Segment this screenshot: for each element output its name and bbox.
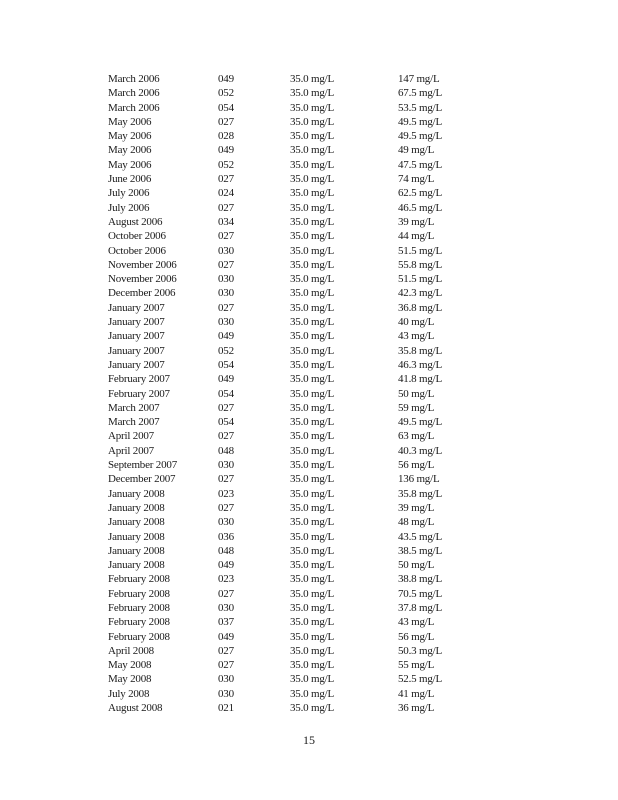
limit-cell: 35.0 mg/L — [290, 144, 335, 157]
outfall-cell: 054 — [218, 358, 234, 371]
outfall-cell: 049 — [218, 330, 234, 343]
limit-cell: 35.0 mg/L — [290, 201, 335, 214]
table-row — [108, 615, 468, 629]
limit-cell: 35.0 mg/L — [290, 544, 335, 557]
limit-cell: 35.0 mg/L — [290, 244, 335, 257]
table-row — [108, 329, 468, 343]
table-row — [108, 630, 468, 644]
date-cell: July 2008 — [108, 687, 150, 700]
limit-cell: 35.0 mg/L — [290, 487, 335, 500]
date-cell: October 2006 — [108, 244, 166, 257]
limit-cell: 35.0 mg/L — [290, 358, 335, 371]
limit-cell: 35.0 mg/L — [290, 187, 335, 200]
date-cell: March 2007 — [108, 401, 160, 414]
limit-cell: 35.0 mg/L — [290, 273, 335, 286]
date-cell: March 2006 — [108, 87, 160, 100]
result-cell: 39 mg/L — [398, 501, 435, 514]
date-cell: February 2007 — [108, 387, 170, 400]
result-cell: 49.5 mg/L — [398, 130, 443, 143]
outfall-cell: 027 — [218, 201, 234, 214]
limit-cell: 35.0 mg/L — [290, 702, 335, 715]
date-cell: November 2006 — [108, 258, 177, 271]
result-cell: 63 mg/L — [398, 430, 435, 443]
date-cell: February 2008 — [108, 630, 170, 643]
table-row — [108, 530, 468, 544]
table-row — [108, 258, 468, 272]
limit-cell: 35.0 mg/L — [290, 387, 335, 400]
outfall-cell: 030 — [218, 287, 234, 300]
date-cell: October 2006 — [108, 230, 166, 243]
outfall-cell: 027 — [218, 301, 234, 314]
table-row — [108, 358, 468, 372]
date-cell: February 2008 — [108, 616, 170, 629]
result-cell: 50 mg/L — [398, 387, 435, 400]
result-cell: 38.8 mg/L — [398, 573, 443, 586]
table-row — [108, 158, 468, 172]
result-cell: 67.5 mg/L — [398, 87, 443, 100]
limit-cell: 35.0 mg/L — [290, 673, 335, 686]
limit-cell: 35.0 mg/L — [290, 616, 335, 629]
limit-cell: 35.0 mg/L — [290, 301, 335, 314]
outfall-cell: 030 — [218, 516, 234, 529]
limit-cell: 35.0 mg/L — [290, 530, 335, 543]
outfall-cell: 052 — [218, 158, 234, 171]
result-cell: 51.5 mg/L — [398, 244, 443, 257]
outfall-cell: 052 — [218, 344, 234, 357]
table-row — [108, 72, 468, 86]
result-cell: 36.8 mg/L — [398, 301, 443, 314]
result-cell: 55 mg/L — [398, 659, 435, 672]
result-cell: 56 mg/L — [398, 630, 435, 643]
outfall-cell: 027 — [218, 401, 234, 414]
outfall-cell: 027 — [218, 430, 234, 443]
limit-cell: 35.0 mg/L — [290, 130, 335, 143]
date-cell: February 2008 — [108, 601, 170, 614]
result-cell: 55.8 mg/L — [398, 258, 443, 271]
date-cell: August 2006 — [108, 215, 163, 228]
table-row — [108, 558, 468, 572]
date-cell: August 2008 — [108, 702, 163, 715]
table-row — [108, 186, 468, 200]
table-row — [108, 644, 468, 658]
outfall-cell: 030 — [218, 273, 234, 286]
table-row — [108, 143, 468, 157]
table-row — [108, 115, 468, 129]
table-row — [108, 201, 468, 215]
limit-cell: 35.0 mg/L — [290, 258, 335, 271]
result-cell: 50 mg/L — [398, 559, 435, 572]
outfall-cell: 030 — [218, 673, 234, 686]
outfall-cell: 027 — [218, 173, 234, 186]
date-cell: May 2006 — [108, 158, 152, 171]
date-cell: April 2007 — [108, 444, 154, 457]
table-row — [108, 286, 468, 300]
table-row — [108, 572, 468, 586]
result-cell: 48 mg/L — [398, 516, 435, 529]
limit-cell: 35.0 mg/L — [290, 344, 335, 357]
date-cell: May 2006 — [108, 144, 152, 157]
result-cell: 43.5 mg/L — [398, 530, 443, 543]
table-row — [108, 172, 468, 186]
outfall-cell: 052 — [218, 87, 234, 100]
limit-cell: 35.0 mg/L — [290, 416, 335, 429]
result-cell: 50.3 mg/L — [398, 644, 443, 657]
outfall-cell: 027 — [218, 587, 234, 600]
result-cell: 38.5 mg/L — [398, 544, 443, 557]
date-cell: February 2008 — [108, 573, 170, 586]
outfall-cell: 027 — [218, 258, 234, 271]
result-cell: 53.5 mg/L — [398, 101, 443, 114]
outfall-cell: 027 — [218, 473, 234, 486]
table-row — [108, 544, 468, 558]
result-cell: 40 mg/L — [398, 316, 435, 329]
table-row — [108, 501, 468, 515]
limit-cell: 35.0 mg/L — [290, 115, 335, 128]
date-cell: May 2008 — [108, 659, 152, 672]
outfall-cell: 023 — [218, 573, 234, 586]
outfall-cell: 024 — [218, 187, 234, 200]
date-cell: January 2007 — [108, 358, 165, 371]
date-cell: September 2007 — [108, 459, 177, 472]
date-cell: May 2008 — [108, 673, 152, 686]
page-number: 15 — [303, 733, 315, 747]
result-cell: 47.5 mg/L — [398, 158, 443, 171]
date-cell: March 2006 — [108, 73, 160, 85]
outfall-cell: 030 — [218, 601, 234, 614]
table-row — [108, 315, 468, 329]
limit-cell: 35.0 mg/L — [290, 687, 335, 700]
outfall-cell: 028 — [218, 130, 234, 143]
result-cell: 39 mg/L — [398, 215, 435, 228]
table-row — [108, 415, 468, 429]
table-row — [108, 601, 468, 615]
limit-cell: 35.0 mg/L — [290, 444, 335, 457]
table-row — [108, 372, 468, 386]
outfall-cell: 049 — [218, 373, 234, 386]
limit-cell: 35.0 mg/L — [290, 373, 335, 386]
result-cell: 51.5 mg/L — [398, 273, 443, 286]
outfall-cell: 027 — [218, 659, 234, 672]
limit-cell: 35.0 mg/L — [290, 587, 335, 600]
result-cell: 62.5 mg/L — [398, 187, 443, 200]
outfall-cell: 037 — [218, 616, 234, 629]
outfall-cell: 027 — [218, 115, 234, 128]
result-cell: 37.8 mg/L — [398, 601, 443, 614]
limit-cell: 35.0 mg/L — [290, 559, 335, 572]
outfall-cell: 049 — [218, 630, 234, 643]
result-cell: 35.8 mg/L — [398, 344, 443, 357]
result-cell: 36 mg/L — [398, 702, 435, 715]
outfall-cell: 030 — [218, 244, 234, 257]
date-cell: January 2008 — [108, 516, 165, 529]
date-cell: January 2008 — [108, 501, 165, 514]
date-cell: February 2007 — [108, 373, 170, 386]
outfall-cell: 049 — [218, 559, 234, 572]
date-cell: May 2006 — [108, 115, 152, 128]
result-cell: 136 mg/L — [398, 473, 440, 486]
outfall-cell: 030 — [218, 687, 234, 700]
date-cell: January 2007 — [108, 344, 165, 357]
limit-cell: 35.0 mg/L — [290, 316, 335, 329]
limit-cell: 35.0 mg/L — [290, 73, 335, 85]
outfall-cell: 027 — [218, 644, 234, 657]
limit-cell: 35.0 mg/L — [290, 158, 335, 171]
table-row — [108, 244, 468, 258]
date-cell: November 2006 — [108, 273, 177, 286]
table-row — [108, 687, 468, 701]
date-cell: January 2007 — [108, 316, 165, 329]
table-row — [108, 129, 468, 143]
limit-cell: 35.0 mg/L — [290, 330, 335, 343]
violations-table — [108, 72, 468, 715]
outfall-cell: 027 — [218, 501, 234, 514]
result-cell: 46.3 mg/L — [398, 358, 443, 371]
result-cell: 74 mg/L — [398, 173, 435, 186]
result-cell: 42.3 mg/L — [398, 287, 443, 300]
result-cell: 56 mg/L — [398, 459, 435, 472]
result-cell: 49.5 mg/L — [398, 115, 443, 128]
date-cell: January 2007 — [108, 330, 165, 343]
outfall-cell: 054 — [218, 387, 234, 400]
outfall-cell: 049 — [218, 73, 234, 85]
table-row — [108, 458, 468, 472]
result-cell: 49 mg/L — [398, 144, 435, 157]
limit-cell: 35.0 mg/L — [290, 401, 335, 414]
date-cell: April 2008 — [108, 644, 154, 657]
outfall-cell: 023 — [218, 487, 234, 500]
limit-cell: 35.0 mg/L — [290, 230, 335, 243]
date-cell: March 2006 — [108, 101, 160, 114]
table-row — [108, 301, 468, 315]
result-cell: 59 mg/L — [398, 401, 435, 414]
table-row — [108, 487, 468, 501]
limit-cell: 35.0 mg/L — [290, 516, 335, 529]
date-cell: May 2006 — [108, 130, 152, 143]
table-row — [108, 387, 468, 401]
result-cell: 46.5 mg/L — [398, 201, 443, 214]
table-row — [108, 101, 468, 115]
limit-cell: 35.0 mg/L — [290, 87, 335, 100]
date-cell: March 2007 — [108, 416, 160, 429]
outfall-cell: 048 — [218, 544, 234, 557]
outfall-cell: 048 — [218, 444, 234, 457]
outfall-cell: 021 — [218, 702, 234, 715]
result-cell: 52.5 mg/L — [398, 673, 443, 686]
table-row — [108, 401, 468, 415]
result-cell: 41 mg/L — [398, 687, 435, 700]
table-row — [108, 272, 468, 286]
limit-cell: 35.0 mg/L — [290, 430, 335, 443]
outfall-cell: 054 — [218, 416, 234, 429]
date-cell: January 2008 — [108, 487, 165, 500]
outfall-cell: 027 — [218, 230, 234, 243]
outfall-cell: 030 — [218, 316, 234, 329]
table-row — [108, 86, 468, 100]
table-row — [108, 215, 468, 229]
date-cell: June 2006 — [108, 173, 152, 186]
limit-cell: 35.0 mg/L — [290, 644, 335, 657]
result-cell: 41.8 mg/L — [398, 373, 443, 386]
limit-cell: 35.0 mg/L — [290, 473, 335, 486]
outfall-cell: 049 — [218, 144, 234, 157]
table-row — [108, 701, 468, 715]
table-row — [108, 515, 468, 529]
limit-cell: 35.0 mg/L — [290, 101, 335, 114]
result-cell: 43 mg/L — [398, 616, 435, 629]
limit-cell: 35.0 mg/L — [290, 173, 335, 186]
limit-cell: 35.0 mg/L — [290, 601, 335, 614]
result-cell: 70.5 mg/L — [398, 587, 443, 600]
limit-cell: 35.0 mg/L — [290, 573, 335, 586]
table-row — [108, 429, 468, 443]
table-row — [108, 472, 468, 486]
date-cell: July 2006 — [108, 187, 150, 200]
limit-cell: 35.0 mg/L — [290, 630, 335, 643]
outfall-cell: 034 — [218, 215, 234, 228]
date-cell: April 2007 — [108, 430, 154, 443]
table-row — [108, 672, 468, 686]
date-cell: January 2008 — [108, 544, 165, 557]
table-row — [108, 587, 468, 601]
result-cell: 147 mg/L — [398, 73, 440, 85]
result-cell: 49.5 mg/L — [398, 416, 443, 429]
limit-cell: 35.0 mg/L — [290, 287, 335, 300]
date-cell: December 2006 — [108, 287, 176, 300]
result-cell: 40.3 mg/L — [398, 444, 443, 457]
result-cell: 43 mg/L — [398, 330, 435, 343]
outfall-cell: 030 — [218, 459, 234, 472]
table-row — [108, 658, 468, 672]
outfall-cell: 054 — [218, 101, 234, 114]
date-cell: January 2008 — [108, 559, 165, 572]
outfall-cell: 036 — [218, 530, 234, 543]
table-row — [108, 444, 468, 458]
date-cell: January 2008 — [108, 530, 165, 543]
date-cell: January 2007 — [108, 301, 165, 314]
table-row — [108, 229, 468, 243]
limit-cell: 35.0 mg/L — [290, 459, 335, 472]
date-cell: July 2006 — [108, 201, 150, 214]
limit-cell: 35.0 mg/L — [290, 215, 335, 228]
result-cell: 44 mg/L — [398, 230, 435, 243]
date-cell: February 2008 — [108, 587, 170, 600]
limit-cell: 35.0 mg/L — [290, 501, 335, 514]
limit-cell: 35.0 mg/L — [290, 659, 335, 672]
result-cell: 35.8 mg/L — [398, 487, 443, 500]
date-cell: December 2007 — [108, 473, 176, 486]
table-row — [108, 344, 468, 358]
